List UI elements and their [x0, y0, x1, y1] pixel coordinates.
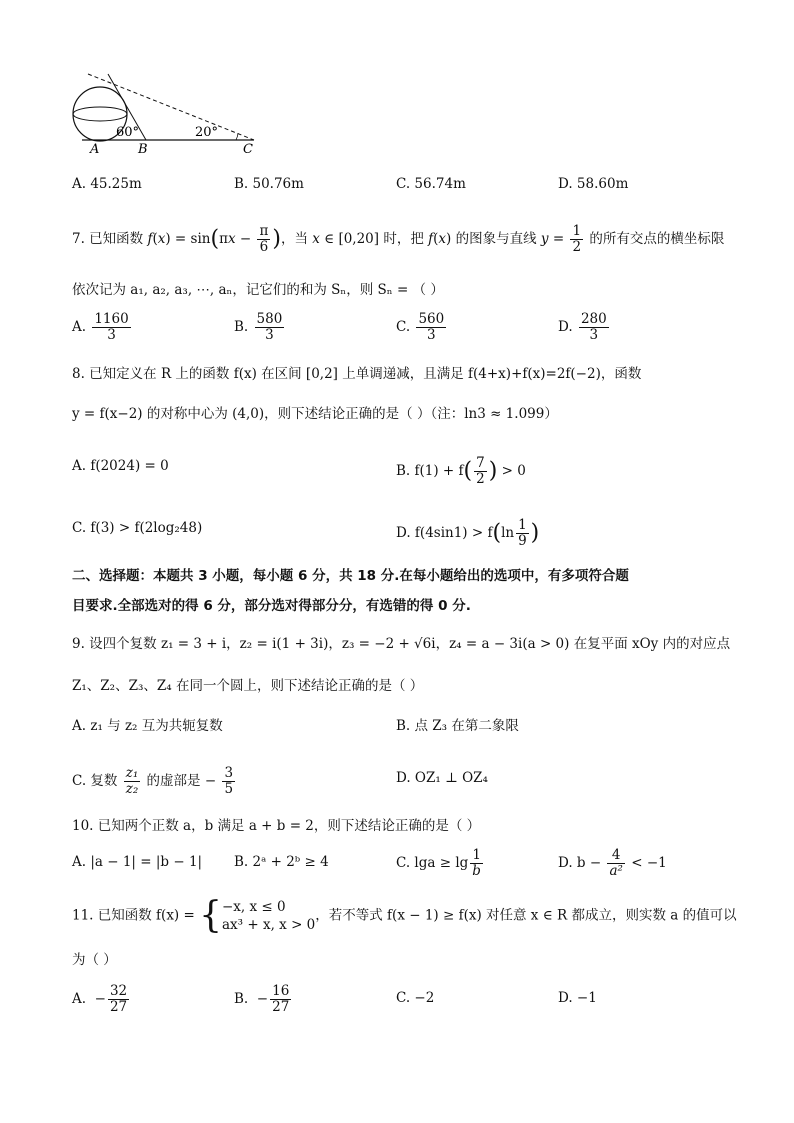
q11-stem-line2: 为（ ） [72, 952, 117, 968]
q7-stem-part-d: 的图象与直线 [451, 231, 541, 247]
q7-stem-part-e: 的所有交点的横坐标限 [585, 231, 725, 247]
q8-option-b-den: 2 [476, 471, 485, 487]
q9-option-d[interactable]: D. OZ₁ ⊥ OZ₄ [396, 770, 488, 786]
q8-option-d-pre: D. f(4sin1) > f [396, 525, 493, 541]
q10-option-d[interactable] [558, 848, 667, 879]
section2-heading-line2: 目要求.全部选对的得 6 分，部分选对得部分分，有选错的得 0 分. [72, 598, 471, 614]
q7-stem-line2: 依次记为 a₁, a₂, a₃, ⋯, aₙ，记它们的和为 Sₙ，则 Sₙ = （ ） [72, 282, 444, 298]
q10-option-c-pre: C. lga ≥ lg [396, 855, 469, 871]
q7-stem-part-c: 时，把 [379, 231, 429, 247]
q7-option-b-den: 3 [265, 327, 274, 343]
geometry-figure [68, 70, 268, 156]
q10-option-d-den: a² [609, 863, 623, 879]
q11-case-1: −x, x ≤ 0 [222, 899, 286, 915]
q11-option-d[interactable]: D. −1 [558, 990, 597, 1006]
q7-option-d-label: D. [558, 319, 573, 335]
angle-arc-c [236, 133, 238, 140]
q11-option-a-den: 27 [109, 999, 128, 1015]
label-20: 20° [195, 125, 219, 140]
q7-option-c-num: 560 [418, 311, 445, 327]
q8-option-d-num: 1 [518, 517, 527, 533]
q8-option-d[interactable]: D. f(4sin1) > f(ln $\frac{1}{9}$ ) [396, 517, 540, 549]
sphere-equator [73, 107, 127, 121]
q6-option-c[interactable]: C. 56.74m [396, 176, 466, 192]
q8-option-d-den: 9 [518, 533, 527, 549]
label-a: A [90, 142, 100, 156]
q11-stem-pre: 11. 已知函数 f(x) = [72, 907, 200, 924]
q11-case-2: ax³ + x, x > 0 [222, 917, 316, 933]
q11-option-a-num: 32 [109, 983, 128, 999]
q9-stem-line2: Z₁、Z₂、Z₃、Z₄ 在同一个圆上，则下述结论正确的是（ ） [72, 678, 424, 694]
q11-stem-line1 [72, 895, 737, 936]
q11-option-b[interactable]: B. − $\frac{16}{27}$ [234, 983, 290, 1015]
q7-option-d[interactable] [558, 312, 611, 343]
q10-option-c-den: b [472, 863, 481, 879]
piecewise-brace: { [199, 895, 222, 936]
q8-option-a[interactable]: A. f(2024) = 0 [72, 458, 169, 474]
q7-option-a-num: 1160 [94, 311, 129, 327]
q7-option-d-num: 280 [580, 311, 607, 327]
q11-option-b-num: 16 [272, 983, 290, 999]
label-c: C [243, 142, 253, 156]
section2-heading-line1: 二、选择题：本题共 3 小题，每小题 6 分，共 18 分.在每小题给出的选项中，有多项符合题 [72, 568, 629, 584]
q9-option-b[interactable]: B. 点 Z₃ 在第二象限 [396, 718, 519, 734]
q8-stem-line1: 8. 已知定义在 R 上的函数 f(x) 在区间 [0,2] 上单调递减，且满足 f(4+x)+f(x)=2f(−2)，函数 [72, 366, 642, 382]
q8-option-c[interactable]: C. f(3) > f(2log₂48) [72, 520, 203, 536]
q11-option-b-label: B. [234, 991, 249, 1007]
q7-option-b[interactable] [234, 312, 286, 343]
q9-option-c-mid: 的虚部是 − [142, 773, 221, 789]
q7-stem-part-a: 7. 已知函数 [72, 231, 148, 247]
q11-stem-post: ，若不等式 f(x − 1) ≥ f(x) 对任意 x ∈ R 都成立，则实数 a 的值可以 [315, 907, 737, 924]
q9-option-c-den: z₂ [125, 781, 139, 797]
q10-option-b[interactable]: B. 2ᵃ + 2ᵇ ≥ 4 [234, 854, 329, 870]
q11-option-a[interactable]: A. − $\frac{32}{27}$ [72, 983, 128, 1015]
q7-option-c-den: 3 [427, 327, 436, 343]
q11-option-a-label: A. [72, 991, 87, 1007]
q10-option-d-post: < −1 [626, 855, 667, 871]
q8-option-b[interactable]: B. f(1) + f( $\frac{7}{2}$ ) > 0 [396, 455, 526, 487]
q9-stem-line1: 9. 设四个复数 z₁ = 3 + i，z₂ = i(1 + 3i)，z₃ = −2 + √6i，z₄ = a − 3i(a > 0) 在复平面 xOy 内的对应点 [72, 636, 731, 652]
q6-option-b[interactable]: B. 50.76m [234, 176, 304, 192]
q7-option-a-den: 3 [107, 327, 116, 343]
q8-option-b-post: > 0 [497, 463, 526, 479]
label-60: 60° [116, 125, 140, 140]
q8-option-b-num: 7 [476, 455, 485, 471]
q7-option-a-label: A. [72, 319, 87, 335]
q11-option-c[interactable]: C. −2 [396, 990, 435, 1006]
q7-option-a[interactable] [72, 312, 133, 343]
q9-option-c-pre: C. 复数 [72, 773, 122, 789]
q8-option-d-ln: ln [501, 525, 515, 541]
q10-option-d-num: 4 [607, 848, 624, 864]
q7-option-c[interactable] [396, 312, 448, 343]
q11-option-b-den: 27 [272, 999, 290, 1015]
q8-option-b-pre: B. f(1) + f [396, 463, 464, 479]
q7-option-b-num: 580 [256, 311, 283, 327]
q10-stem: 10. 已知两个正数 a，b 满足 a + b = 2，则下述结论正确的是（ ） [72, 818, 481, 834]
q9-option-c-num2: 3 [224, 765, 234, 781]
q10-option-c-num: 1 [470, 848, 483, 864]
q7-option-b-label: B. [234, 319, 249, 335]
label-b: B [138, 142, 148, 156]
q9-option-a[interactable]: A. z₁ 与 z₂ 互为共轭复数 [72, 718, 223, 734]
q9-option-c[interactable] [72, 766, 237, 797]
q10-option-d-pre: D. b − [558, 855, 606, 871]
q8-stem-line2: y = f(x−2) 的对称中心为 (4,0)，则下述结论正确的是（ ）（注：ln3 ≈ 1.099） [72, 406, 558, 422]
piecewise-cases [222, 898, 315, 934]
q7-option-d-den: 3 [589, 327, 599, 343]
q7-stem-part-b: ，当 [280, 231, 313, 247]
q10-option-a[interactable]: A. |a − 1| = |b − 1| [72, 854, 203, 870]
q10-option-c[interactable] [396, 848, 485, 879]
tangent-line-c [88, 74, 254, 140]
q9-option-c-num: z₁ [125, 765, 139, 781]
q9-option-c-den2: 5 [224, 781, 234, 797]
q7-option-c-label: C. [396, 319, 411, 335]
q7-stem-line1: 7. 已知函数 f(x) = sin(πx − $\frac{\pi}{6}$ )，当 x ∈ [0,20] 时，把 f(x) 的图象与直线 y = $\frac{1}{2}$ 的所有交点的横坐标限 [72, 223, 725, 255]
q6-option-d[interactable]: D. 58.60m [558, 176, 629, 192]
q6-option-a[interactable]: A. 45.25m [72, 176, 142, 192]
